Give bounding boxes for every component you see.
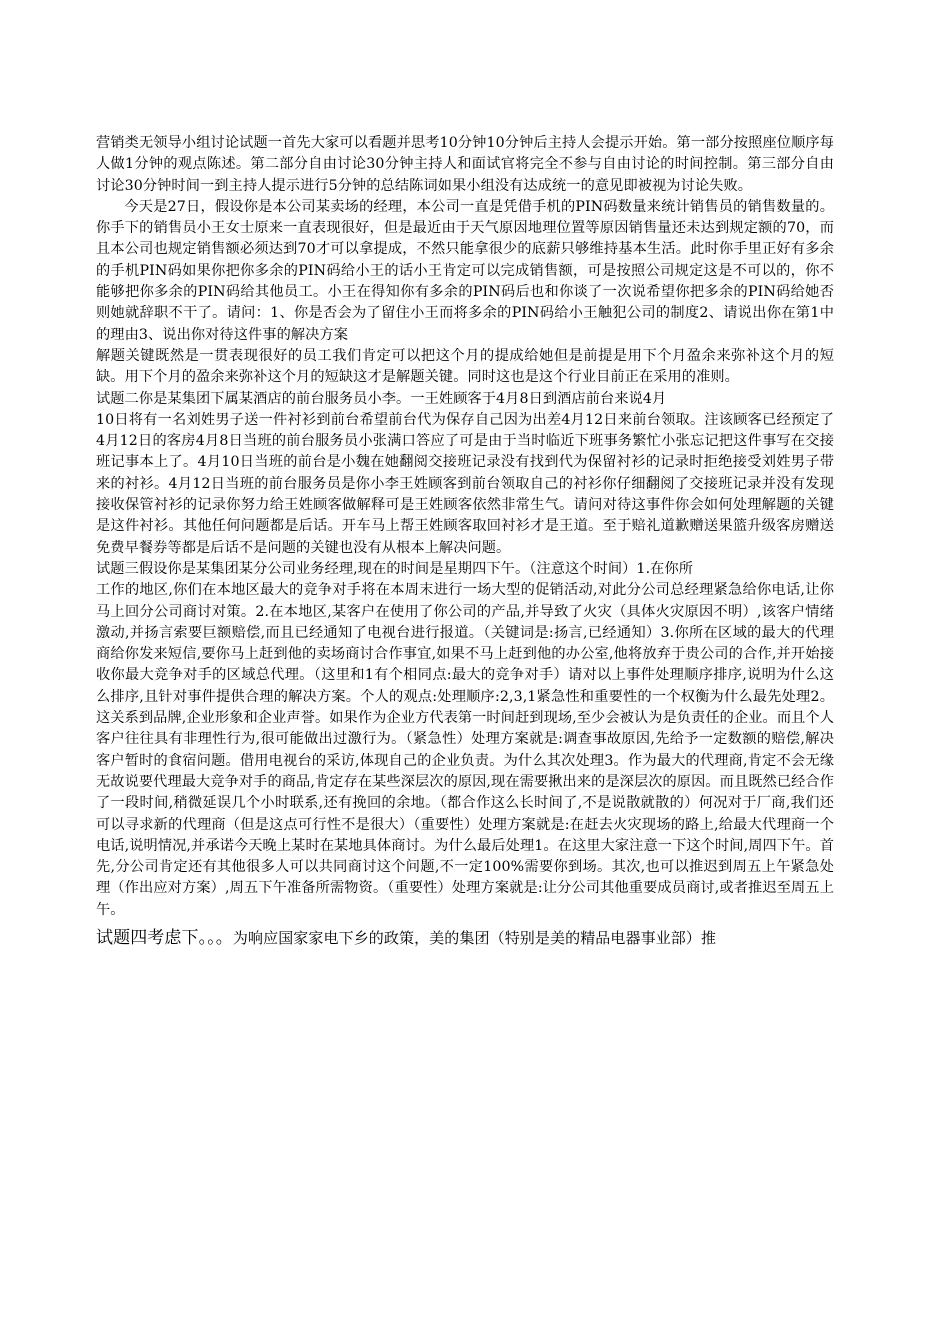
question-3-paragraph: 工作的地区,你们在本地区最大的竞争对手将在本周末进行一场大型的促销活动,对此分公司总经理紧急给你电话,让你马上回分公司商讨对策。2.在本地区,某客户在使用了你公司的产品,并导致了火灾（具体火灾原因不明）,该客户情绪激动,并扬言索要巨额赔偿,而且已经通知了电视台进行报道。（关键词是:扬言,已经通知）3.你所在区域的最大的代理商给你发来短信,要你马上赶到他的卖场商讨合作事宜,如果不马上赶到他的办公室,他将放弃于贵公司的合作,并开始接收你最大竞争对手的区域总代理。（这里和1有个相同点:最大的竞争对手）请对以上事件处理顺序排序,说明为什么这么排序,且针对事件提供合理的解决方案。个人的观点:处理顺序:2,3,1紧急性和重要性的一个权衡为什么最先处理2。这关系到品牌,企业形象和企业声誉。如果作为企业方代表第一时间赶到现场,至少会被认为是负责任的企业。而且个人客户往往具有非理性行为,很可能做出过激行为。（紧急性）处理方案就是:调查事故原因,先给予一定数额的赔偿,解决客户暂时的食宿问题。借用电视台的采访,体现自己的企业负责。为什么其次处理3。作为最大的代理商,肯定不会无缘无故说要代理最大竞争对手的商品,肯定存在某些深层次的原因,现在需要揪出来的是深层次的原因。而且既然已经合作了一段时间,稍微延误几个小时联系,还有挽回的余地。（都合作这么长时间了,不是说散就散的）何况对于厂商,我们还可以寻求新的代理商（但是这点可行性不是很大）（重要性）处理方案就是:在赶去火灾现场的路上,给最大代理商一个电话,说明情况,并承诺今天晚上某时在某地具体商讨。为什么最后处理1。在这里大家注意一下这个时间,周四下午。首先,分公司肯定还有其他很多人可以共同商讨这个问题,不一定100%需要你到场。其次,也可以推迟到周五上午紧急处理（作出应对方案）,周五下午准备所需物资。（重要性）处理方案就是:让分公司其他重要成员商讨,或者推迟至周五上午。 — [96, 582, 834, 918]
question-4-text: 为响应国家家电下乡的政策，美的集团（特别是美的精品电器事业部）推 — [232, 928, 717, 947]
question-2-paragraph: 10日将有一名刘姓男子送一件衬衫到前台希望前台代为保存自己因为出差4月12日来前台领取。注该顾客已经预定了4月12日的客房4月8日当班的前台服务员小张满口答应了可是由于当时临近下班事务繁忙小张忘记把这件事写在交接班记事本上了。4月10日当班的前台是小魏在她翻阅交接班记录没有找到代为保留衬衫的记录时拒绝接受刘姓男子带来的衬衫。4月12日当班的前台服务员是你小李王姓顾客到前台领取自己的衬衫你仔细翻阅了交接班记录并没有发现接收保管衬衫的记录你努力给王姓顾客做解释可是王姓顾客依然非常生气。请问对待这事件你会如何处理解题的关键是这件衬衫。其他任何问题都是后话。开车马上帮王姓顾客取回衬衫才是王道。至于赔礼道歉赠送果篮升级客房赠送免费早餐券等都是后话不是问题的关键也没有从根本上解决问题。 — [96, 411, 834, 556]
question-1-answer-paragraph: 解题关键既然是一贯表现很好的员工我们肯定可以把这个月的提成给她但是前提是用下个月盈余来弥补这个月的短缺。用下个月的盈余来弥补这个月的短缺这才是解题关键。同时这也是这个行业目前正在采用的准则。 — [96, 347, 834, 386]
question-1-paragraph: 今天是27日，假设你是本公司某卖场的经理，本公司一直是凭借手机的PIN码数量来统计销售员的销售数量的。你手下的销售员小王女士原来一直表现很好，但是最近由于天气原因地理位置等原因销售量还未达到规定额的70，而且本公司也规定销售额必须达到70才可以拿提成，不然只能拿很少的底薪只够维持基本生活。此时你手里正好有多余的手机PIN码如果你把你多余的PIN码给小王的话小王肯定可以完成销售额，可是按照公司规定这是不可以的，你不能够把你多余的PIN码给其他员工。小王在得知你有多余的PIN码后也和你谈了一次说希望你把多余的PIN码给她否则她就辞职不干了。请问：1、你是否会为了留住小王而将多余的PIN码给小王触犯公司的制度2、请说出你在第1中的理由3、说出你对待这件事的解决方案 — [96, 198, 834, 343]
intro-paragraph: 营销类无领导小组讨论试题一首先大家可以看题并思考10分钟10分钟后主持人会提示开始。第一部分按照座位顺序每人做1分钟的观点陈述。第二部分自由讨论30分钟主持人和面试官将完全不参与自由讨论的时间控制。第三部分自由讨论30分钟时间一到主持人提示进行5分钟的总结陈词如果小组没有达成统一的意见即被视为讨论失败。 — [96, 135, 834, 194]
question-4-paragraph — [96, 927, 834, 949]
question-3-first-line: 试题三假设你是某集团某分公司业务经理,现在的时间是星期四下午。（注意这个时间）1.在你所 — [96, 560, 694, 577]
document-page — [96, 133, 834, 949]
question-2-first-line: 试题二你是某集团下属某酒店的前台服务员小李。一王姓顾客于4月8日到酒店前台来说4月 — [96, 390, 667, 407]
question-4-heading: 试题四考虑下。。。 — [96, 927, 233, 948]
